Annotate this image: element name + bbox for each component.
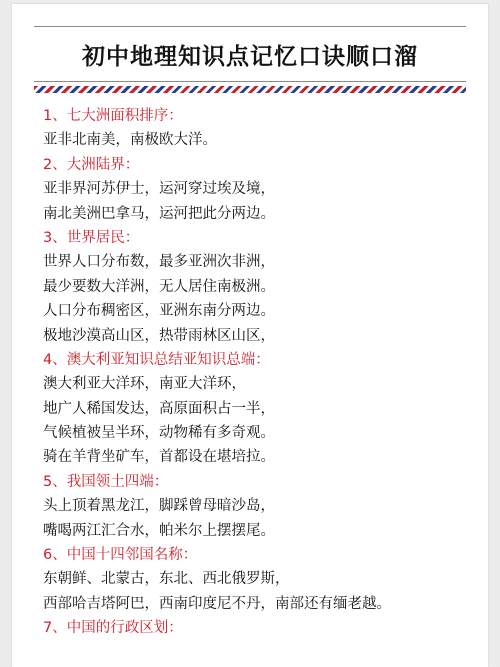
verse-line: 嘴喝两江汇合水，帕米尔上摆摆尾。 (43, 522, 275, 539)
verse-line: 亚非界河苏伊士，运河穿过埃及境， (43, 181, 275, 198)
section-heading: 3、世界居民： (43, 229, 140, 246)
title-box (34, 26, 466, 82)
verse-line: 亚非北南美，南极欧大洋。 (43, 132, 217, 149)
section-heading: 6、中国十四邻国名称： (43, 547, 198, 564)
verse-line: 地广人稀国发达，高原面积占一半， (43, 400, 275, 417)
verse-line: 头上顶着黑龙江，脚踩曾母暗沙岛， (43, 498, 275, 515)
verse-line: 最少要数大洋洲，无人居住南极洲。 (43, 278, 275, 295)
verse-line: 气候植被呈半环，动物稀有多奇观。 (43, 425, 275, 442)
verse-line: 极地沙漠高山区，热带雨林区山区， (43, 327, 275, 344)
verse-line: 澳大利亚大洋环，南亚大洋环， (43, 376, 246, 393)
decorative-stripe (34, 86, 466, 93)
page-title: 初中地理知识点记忆口诀顺口溜 (82, 43, 418, 70)
content-body (43, 104, 473, 641)
section-heading: 7、中国的行政区划： (43, 620, 183, 637)
verse-line: 南北美洲巴拿马，运河把此分两边。 (43, 205, 275, 222)
document-page (12, 4, 488, 667)
section-heading: 4、澳大利亚知识总结亚知识总端： (43, 351, 270, 368)
verse-line: 人口分布稠密区，亚洲东南分两边。 (43, 303, 275, 320)
section-heading: 5、我国领土四端： (43, 473, 169, 490)
section-heading: 1、七大洲面积排序： (43, 108, 183, 124)
verse-line: 西部哈吉塔阿巴，西南印度尼不丹，南部还有缅老越。 (43, 595, 391, 612)
verse-line: 骑在羊背坐矿车，首都设在堪培拉。 (43, 449, 275, 466)
section-heading: 2、大洲陆界： (43, 156, 140, 173)
verse-line: 东朝鲜、北蒙古，东北、西北俄罗斯， (43, 571, 290, 588)
verse-line: 世界人口分布数，最多亚洲次非洲， (43, 254, 275, 271)
